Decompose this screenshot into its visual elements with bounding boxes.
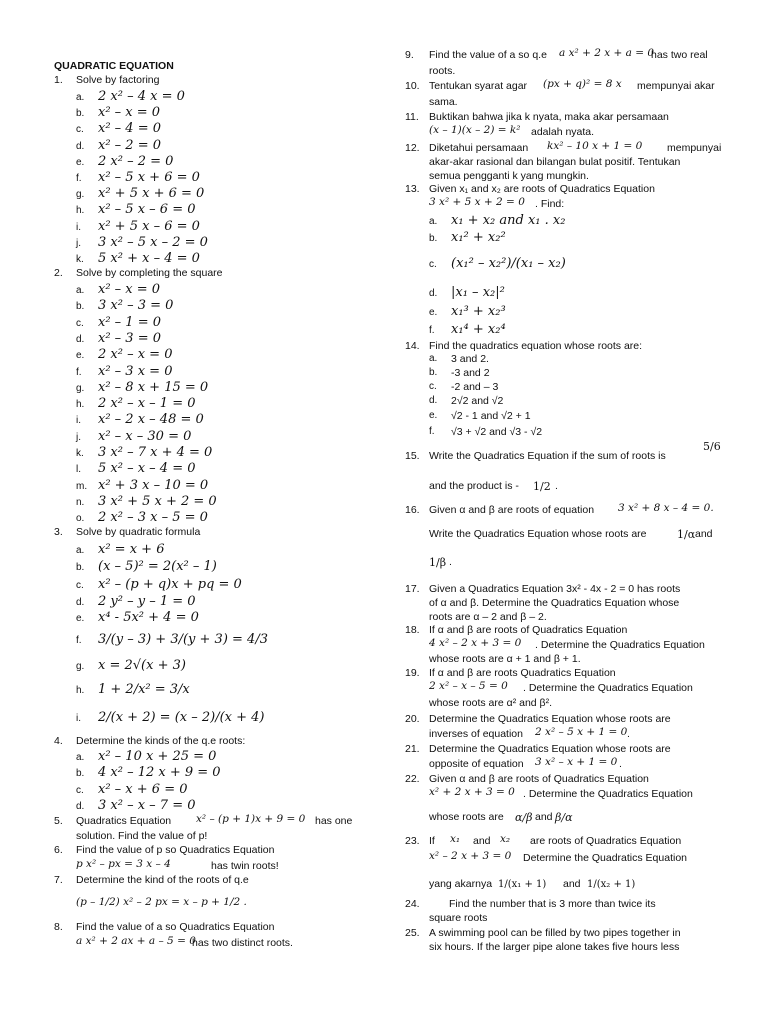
sub-item-label: e. [76, 350, 85, 362]
math-expression: x₁ + x₂ and x₁ . x₂ [451, 213, 566, 228]
question-text: has two real [651, 49, 708, 61]
question-text: inverses of equation [429, 728, 523, 740]
question-text: Buktikan bahwa jika k nyata, maka akar persamaan [429, 111, 669, 123]
sub-item-label: a. [76, 92, 85, 103]
question-number: 19. [405, 667, 420, 679]
sub-item [76, 610, 376, 629]
question-text: has twin roots! [211, 860, 279, 872]
fraction: α/β [515, 811, 533, 824]
math-expression: √3 + √2 and √3 - √2 [451, 426, 543, 438]
math-expression: x₁ [450, 833, 461, 845]
question-text: Write the Quadratics Equation whose roots are [429, 528, 647, 540]
sub-item-label: e. [76, 613, 85, 624]
question-text: Find the number that is 3 more than twice its [449, 898, 656, 910]
question-text: are roots of Quadratics Equation [530, 835, 682, 847]
fraction: 1/2 [533, 480, 551, 493]
math-expression: x² = x + 6 [98, 542, 165, 557]
sub-item-label: d. [429, 395, 438, 406]
question-text: . Find: [535, 198, 565, 210]
math-expression: 3 x² – x + 1 = 0 [535, 756, 618, 768]
question-number: 17. [405, 583, 420, 595]
sub-item-label: j. [76, 431, 81, 443]
math-expression: 4 x² – 2 x + 3 = 0 [429, 637, 522, 649]
question-text: . Determine the Quadratics Equation [523, 788, 693, 800]
question-number: 15. [405, 450, 420, 462]
math-expression: 2 x² – 2 = 0 [98, 153, 174, 169]
question-text: whose roots are α + 1 and β + 1. [429, 653, 581, 665]
sub-item [429, 256, 729, 275]
question-number: 5. [54, 815, 63, 827]
question-text: . [555, 480, 558, 492]
sub-item [429, 285, 729, 304]
sub-item-label: f. [76, 635, 82, 646]
math-expression: x₁³ + x₂³ [451, 304, 506, 319]
question-number: 8. [54, 921, 63, 933]
fraction: 1/α [677, 528, 696, 541]
math-expression: 3 and 2. [451, 353, 489, 365]
question-text: of α and β. Determine the Quadratics Equation whose [429, 597, 680, 609]
question-text: Determine the kind of the roots of q.e [76, 874, 249, 886]
math-expression: 2 x² – x – 1 = 0 [98, 396, 196, 412]
question-text: solution. Find the value of p! [76, 830, 208, 842]
math-expression: (px + q)² = 8 x [543, 78, 622, 90]
sub-item-label: g. [76, 382, 85, 394]
question-text: and [695, 528, 713, 540]
question-text: . [627, 728, 630, 740]
question-text: opposite of equation [429, 758, 524, 770]
math-expression: (p – 1/2) x² – 2 px = x – p + 1/2 . [76, 896, 247, 908]
question-text: and [535, 811, 553, 823]
sub-item-label: b. [76, 108, 85, 120]
sub-item [76, 632, 376, 651]
math-expression: x² – x = 0 [98, 282, 161, 297]
sub-item-label: d. [76, 333, 85, 345]
sub-item-label: c. [429, 259, 437, 270]
question-text: Solve by factoring [76, 74, 160, 86]
question-text: square roots [429, 912, 488, 924]
sub-item-label: c. [429, 381, 437, 392]
question-text: Given x₁ and x₂ are roots of Quadratics Equation [429, 183, 655, 195]
question-text: Given a Quadratics Equation 3x² - 4x - 2 = 0 has roots [429, 583, 681, 595]
question-number: 20. [405, 713, 420, 725]
math-expression: x² – 5 x – 6 = 0 [98, 202, 196, 218]
math-expression: x² – 3 x = 0 [98, 363, 173, 379]
math-expression: √2 - 1 and √2 + 1 [451, 410, 531, 422]
math-expression: x² – 8 x + 15 = 0 [98, 379, 209, 395]
question-number: 14. [405, 340, 420, 352]
page-title: QUADRATIC EQUATION [54, 60, 174, 72]
question-text: and [563, 878, 581, 890]
sub-item [429, 395, 729, 411]
question-number: 18. [405, 624, 420, 636]
sub-item-label: l. [76, 464, 81, 476]
sub-item-label: a. [429, 353, 438, 364]
question-text: Determine the Quadratics Equation whose roots are [429, 743, 671, 755]
math-expression: x₂ [500, 833, 511, 845]
question-number: 24. [405, 898, 420, 910]
question-text: Solve by completing the square [76, 267, 223, 279]
question-text: . [449, 556, 452, 568]
math-expression: (x₁² – x₂²)/(x₁ – x₂) [451, 256, 566, 271]
sub-item-label: j. [76, 237, 81, 249]
sub-item-label: d. [76, 800, 85, 812]
sub-item [76, 658, 376, 677]
question-text: . [619, 758, 622, 770]
question-text: Determine the Quadratics Equation [523, 852, 688, 864]
question-number: 1. [54, 74, 63, 86]
fraction: 1/β [429, 556, 447, 569]
math-expression: x² – 4 = 0 [98, 121, 162, 137]
sub-item-label: g. [76, 189, 85, 201]
sub-item-label: o. [76, 513, 85, 525]
math-expression: 2√2 and √2 [451, 395, 504, 407]
sub-item-label: g. [76, 661, 85, 672]
sub-item-label: a. [429, 216, 438, 227]
sub-item-label: i. [76, 415, 81, 427]
question-text: has one [315, 815, 353, 827]
question-number: 10. [405, 80, 420, 92]
question-text: Tentukan syarat agar [429, 80, 528, 92]
question-number: 13. [405, 183, 420, 195]
math-expression: 2 x² – 3 x – 5 = 0 [98, 510, 208, 526]
question-text: semua pengganti k yang mungkin. [429, 170, 589, 182]
math-expression: x² + 3 x – 10 = 0 [98, 477, 209, 493]
sub-item-label: e. [76, 156, 85, 168]
sub-item [76, 559, 376, 578]
sub-item-label: f. [429, 426, 435, 437]
math-expression: 2 y² – y – 1 = 0 [98, 594, 196, 609]
math-expression: 3 x² – 5 x – 2 = 0 [98, 234, 208, 250]
sub-item [429, 410, 729, 426]
question-text: Write the Quadratics Equation if the sum of roots is [429, 450, 666, 462]
math-expression: x² + 5 x – 6 = 0 [98, 218, 200, 234]
question-text: Given α and β are roots of equation [429, 504, 595, 516]
question-text: Solve by quadratic formula [76, 526, 201, 538]
math-expression: x² + 2 x + 3 = 0 [429, 786, 515, 798]
math-expression: 1 + 2/x² = 3/x [98, 682, 190, 697]
question-text: Determine the Quadratics Equation whose roots are [429, 713, 671, 725]
sub-item-label: b. [429, 367, 438, 378]
sub-item-label: k. [76, 448, 84, 459]
math-expression: x² + 5 x + 6 = 0 [98, 186, 205, 202]
question-text: Quadratics Equation [76, 815, 172, 827]
math-expression: -2 and – 3 [451, 381, 499, 393]
question-number: 4. [54, 735, 63, 747]
sub-item [429, 304, 729, 323]
sub-item-label: c. [76, 580, 84, 591]
sub-item-label: c. [76, 784, 84, 796]
sub-item-label: a. [76, 285, 85, 296]
math-expression: 3 x² – 3 = 0 [98, 298, 174, 314]
question-text: mempunyai [667, 142, 722, 154]
question-text: If [429, 835, 435, 847]
question-text: Find the value of a so q.e [429, 49, 547, 61]
sub-item [429, 426, 729, 442]
fraction: 5/6 [703, 440, 721, 453]
sub-item-label: e. [429, 410, 438, 421]
math-expression: kx² – 10 x + 1 = 0 [547, 140, 643, 152]
question-text: roots are α – 2 and β – 2. [429, 611, 547, 623]
question-number: 22. [405, 773, 420, 785]
question-text: If α and β are roots of Quadratics Equation [429, 624, 628, 636]
math-expression: x² – 5 x + 6 = 0 [98, 170, 200, 185]
math-expression: x² – x = 0 [98, 105, 161, 121]
question-text: Determine the kinds of the q.e roots: [76, 735, 246, 747]
sub-item-label: d. [76, 597, 85, 608]
math-expression: x² – (p + 1)x + 9 = 0 [196, 813, 306, 825]
sub-item-label: a. [76, 545, 85, 556]
question-text: adalah nyata. [531, 126, 595, 138]
question-number: 2. [54, 267, 63, 279]
question-text: has two distinct roots. [192, 937, 293, 949]
sub-item-label: b. [429, 233, 438, 244]
question-text: mempunyai akar [637, 80, 715, 92]
math-expression: a x² + 2 ax + a – 5 = 0 [76, 935, 196, 947]
sub-item-label: c. [76, 317, 84, 329]
sub-item-label: d. [429, 288, 438, 299]
question-text: . Determine the Quadratics Equation [535, 639, 705, 651]
question-number: 21. [405, 743, 420, 755]
sub-item-label: h. [76, 205, 85, 217]
sub-item-label: d. [76, 140, 85, 152]
math-expression: x = 2√(x + 3) [98, 658, 186, 673]
sub-item-label: f. [429, 325, 435, 336]
sub-item-label: f. [76, 366, 82, 378]
sub-item-label: c. [76, 124, 84, 136]
sub-item-label: k. [76, 254, 84, 265]
question-number: 9. [405, 49, 414, 61]
question-text: Diketahui persamaan [429, 142, 529, 154]
math-expression: x² – 3 = 0 [98, 330, 162, 346]
sub-item-label: n. [76, 496, 85, 508]
math-expression: (x – 5)² = 2(x² – 1) [98, 559, 217, 574]
question-text: roots. [429, 65, 456, 77]
fraction: 1/(x₁ + 1) [498, 879, 547, 890]
math-expression: x² – 1 = 0 [98, 314, 162, 330]
sub-item-label: b. [76, 301, 85, 313]
math-expression: |x₁ – x₂|² [451, 285, 505, 300]
sub-item [76, 682, 376, 701]
math-expression: x₁² + x₂² [451, 230, 506, 245]
math-expression: x² – (p + q)x + pq = 0 [98, 577, 242, 592]
math-expression: x² – 2 x – 48 = 0 [98, 412, 204, 428]
question-text: Given α and β are roots of Quadratics Equation [429, 773, 649, 785]
question-text: whose roots are α² and β². [429, 697, 552, 709]
math-expression: x² – 2 x + 3 = 0 [429, 850, 512, 862]
math-expression: x² – 10 x + 25 = 0 [98, 749, 217, 764]
question-number: 25. [405, 927, 420, 939]
math-expression: x² – 2 = 0 [98, 137, 162, 153]
question-text: Find the quadratics equation whose roots are: [429, 340, 643, 352]
math-expression: 2 x² – x = 0 [98, 347, 173, 363]
sub-item-label: h. [76, 399, 85, 411]
sub-item [76, 710, 376, 729]
math-expression: 3 x² + 5 x + 2 = 0 [98, 493, 217, 509]
sub-item-label: m. [76, 480, 88, 492]
question-text: akar-akar rasional dan bilangan bulat positif. Tentukan [429, 156, 681, 168]
math-expression: 2 x² – 4 x = 0 [98, 89, 185, 104]
fraction: β/α [555, 811, 573, 824]
question-text: A swimming pool can be filled by two pipes together in [429, 927, 681, 939]
math-expression: 4 x² – 12 x + 9 = 0 [98, 765, 221, 781]
sub-item-label: f. [76, 173, 82, 184]
question-number: 23. [405, 835, 420, 847]
sub-item-label: h. [76, 685, 85, 696]
math-expression: 3 x² – 7 x + 4 = 0 [98, 445, 213, 460]
math-expression: 3 x² + 5 x + 2 = 0 [429, 196, 525, 208]
question-number: 12. [405, 142, 420, 154]
question-text: and the product is - [429, 480, 519, 492]
math-expression: 5 x² – x – 4 = 0 [98, 461, 196, 477]
question-number: 3. [54, 526, 63, 538]
math-expression: x² – x – 30 = 0 [98, 428, 192, 444]
question-text: yang akarnya [429, 878, 493, 890]
question-text: six hours. If the larger pipe alone takes five hours less [429, 941, 680, 953]
question-number: 11. [405, 111, 419, 123]
sub-item-label: b. [76, 768, 85, 780]
question-text: . Determine the Quadratics Equation [523, 682, 693, 694]
math-expression: x⁴ - 5x² + 4 = 0 [98, 610, 199, 625]
math-expression: -3 and 2 [451, 367, 490, 379]
math-expression: 3/(y – 3) + 3/(y + 3) = 4/3 [98, 632, 268, 647]
fraction: 1/(x₂ + 1) [587, 879, 636, 890]
math-expression: 2/(x + 2) = (x – 2)/(x + 4) [98, 710, 265, 725]
question-text: whose roots are [429, 811, 504, 823]
math-expression: (x – 1)(x – 2) = k² [429, 124, 521, 136]
sub-item-label: a. [76, 752, 85, 763]
math-expression: 3 x² – x – 7 = 0 [98, 797, 196, 813]
question-text: sama. [429, 96, 458, 108]
math-expression: 5 x² + x – 4 = 0 [98, 251, 200, 266]
sub-item-label: i. [76, 221, 81, 233]
math-expression: a x² + 2 x + a = 0 [559, 47, 655, 59]
sub-item-label: i. [76, 713, 81, 724]
question-number: 6. [54, 844, 63, 856]
question-text: and [473, 835, 491, 847]
math-expression: 2 x² – 5 x + 1 = 0 [535, 726, 628, 738]
question-number: 7. [54, 874, 63, 886]
question-text: Find the value of p so Quadratics Equation [76, 844, 275, 856]
question-number: 16. [405, 504, 420, 516]
question-text: If α and β are roots Quadratics Equation [429, 667, 616, 679]
math-expression: 2 x² – x – 5 = 0 [429, 680, 508, 692]
sub-item [429, 230, 729, 249]
math-expression: x₁⁴ + x₂⁴ [451, 322, 506, 337]
sub-item-label: b. [76, 562, 85, 573]
question-text: Find the value of a so Quadratics Equation [76, 921, 275, 933]
sub-item-label: e. [429, 307, 438, 318]
math-expression: p x² – px = 3 x – 4 [76, 858, 171, 870]
math-expression: x² – x + 6 = 0 [98, 781, 188, 797]
math-expression: 3 x² + 8 x – 4 = 0. [618, 502, 714, 514]
